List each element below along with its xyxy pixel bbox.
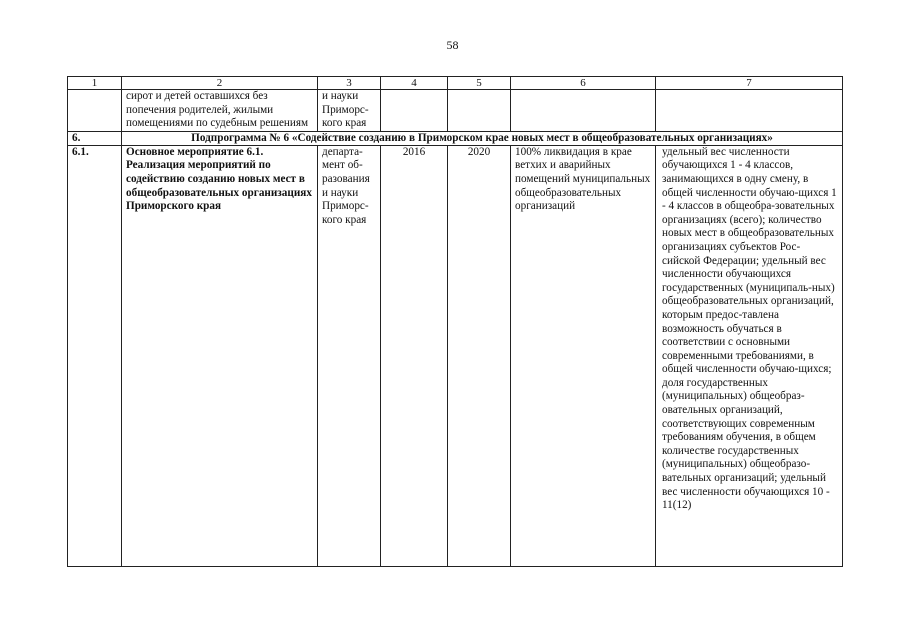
header-cell: 7: [656, 77, 843, 90]
header-cell: 2: [122, 77, 318, 90]
header-cell: 5: [448, 77, 511, 90]
event-row: [68, 145, 843, 566]
event-executor: департа-мент об-разования и науки Приморс-кого края: [318, 145, 381, 566]
header-cell: 1: [68, 77, 122, 90]
event-name: Основное мероприятие 6.1. Реализация мероприятий по содействию созданию новых мест в общеобразовательных организациях Приморского края: [122, 145, 318, 566]
subprogram-number: 6.: [68, 131, 122, 145]
continued-description: сирот и детей оставшихся без попечения родителей, жилыми помещениями по судебным решениям: [122, 90, 318, 132]
event-indicators: удельный вес численности обучающихся 1 - 4 классов, занимающихся в одну смену, в общей численности обучаю-щихся 1 - 4 классов в общеобра-зовательных организациях (всего); количество новых мест в общеобразовательных организациях субъектов Рос-сийской Федерации; удельный вес численности обучающихся государственных (муниципаль-ных) общеобразовательных организаций, которым предос-тавлена возможность обучаться в соответствии с основными современными требованиями, в общей численности обучаю-щихся; доля государственных (муниципальных) общеобраз-овательных организаций, соответствующих современным требованиям обучения, в общем количестве государственных (муниципальных) общеобразо-вательных организаций; удельный вес численности обучающихся 10 - 11(12): [656, 145, 843, 566]
page-number: 58: [446, 38, 459, 52]
event-result: 100% ликвидация в крае ветхих и аварийных помещений муниципальных общеобразовательных организаций: [511, 145, 656, 566]
header-cell: 6: [511, 77, 656, 90]
event-number: 6.1.: [68, 145, 122, 566]
subprogram-title: Подпрограмма № 6 «Содействие созданию в Приморском крае новых мест в общеобразовательных организациях»: [122, 131, 843, 145]
event-end-year: 2020: [448, 145, 511, 566]
subprogram-row: [68, 131, 843, 145]
header-cell: 3: [318, 77, 381, 90]
continued-row: [68, 90, 843, 132]
continued-executor: и науки Приморс-кого края: [318, 90, 381, 132]
program-table: [67, 76, 843, 567]
event-start-year: 2016: [381, 145, 448, 566]
header-cell: 4: [381, 77, 448, 90]
header-row: [68, 77, 843, 90]
